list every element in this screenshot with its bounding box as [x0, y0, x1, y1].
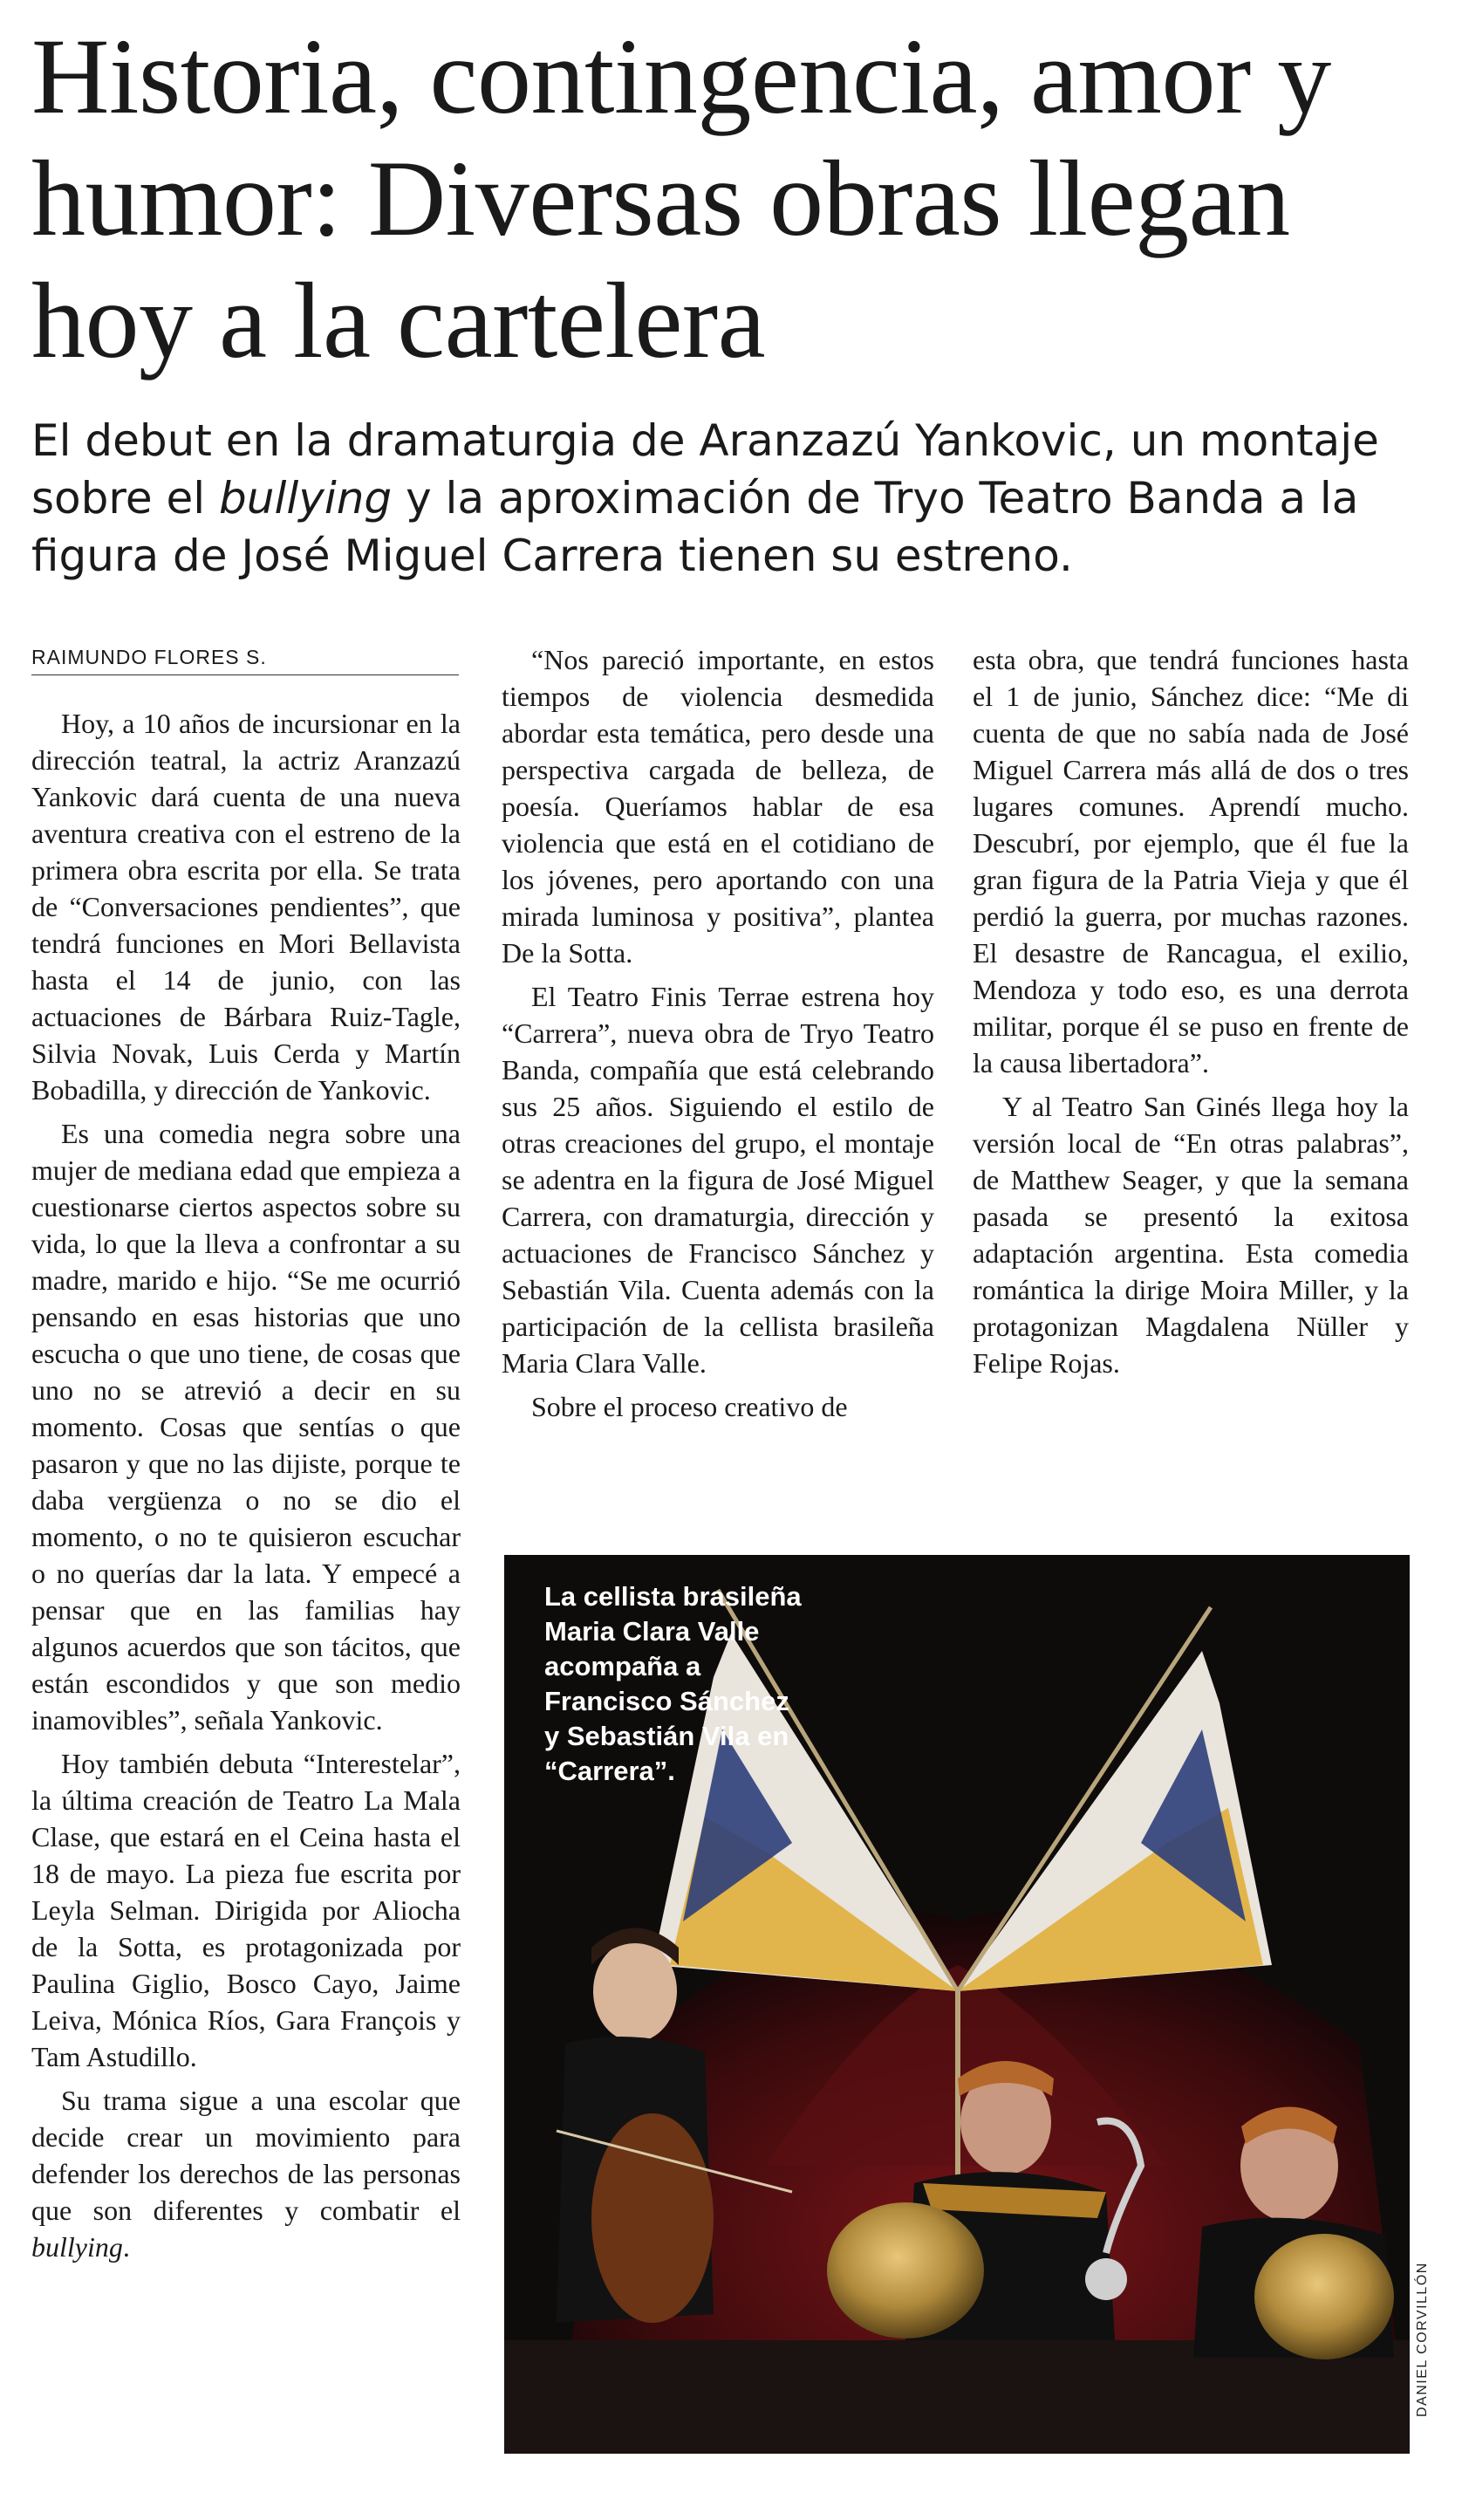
cellist-head: [593, 1941, 677, 2042]
paragraph: Sobre el proceso creativo de: [531, 1391, 848, 1422]
headline: Historia, contingencia, amor y humor: Diversas obras llegan hoy a la cartelera: [31, 17, 1331, 380]
article-column-3: [973, 641, 1409, 1388]
paragraph: [31, 2082, 461, 2265]
dek-part-1: El debut en la dramaturgia de Aranzazú Yankovic, un montaje sobre el: [31, 415, 1379, 524]
paragraph: Es una comedia negra sobre una mujer de mediana edad que empieza a cuestionarse ciertos aspectos sobre su vida, lo que la lleva a confrontar a su madre, marido e hijo. “Se me ocurrió pensando en esas historias que uno escucha o que uno tiene, de cosas que uno no se atrevió a decir en su momento. Cosas que sentías o que pasaron y que no las dijiste, porque te daba vergüenza o no se dio el momento, o no te quisieron escuchar o no querías dar la lata. Y empecé a pensar que en las familias hay algunos acuerdos que son tácitos, que están escondidos y que son medio inamovibles”, señala Yankovic.: [31, 1118, 461, 1736]
paragraph: “Nos pareció importante, en estos tiempos de violencia desmedida abordar esta temática, pero desde una perspectiva cargada de belleza, de poesía. Queríamos hablar de esa violencia que está en el cotidiano de los jóvenes, pero aportando con una mirada luminosa y positiva”, plantea De la Sotta.: [502, 644, 934, 969]
paragraph: Hoy también debuta “Interestelar”, la última creación de Teatro La Mala Clase, que estará en el Ceina hasta el 18 de mayo. La pieza fue escrita por Leyla Selman. Dirigida por Aliocha de la Sotta, es protagonizada por Paulina Giglio, Bosco Cayo, Jaime Leiva, Mónica Ríos, Gara François y Tam Astudillo.: [31, 1748, 461, 2072]
paragraph: Hoy, a 10 años de incursionar en la dirección teatral, la actriz Aranzazú Yankovic dará cuenta de una nueva aventura creativa con el estreno de la primera obra escrita por ella. Se trata de “Conversaciones pendientes”, que tendrá funciones en Mori Bellavista hasta el 14 de junio, con las actuaciones de Bárbara Ruiz-Tagle, Silvia Novak, Luis Cerda y Martín Bobadilla, y dirección de Yankovic.: [31, 708, 461, 1106]
photo-credit: DANIEL CORVILLÓN: [1415, 2262, 1430, 2417]
paragraph: Y al Teatro San Ginés llega hoy la versión local de “En otras palabras”, de Matthew Seager, y que la semana pasada se presentó la exitosa adaptación argentina. Esta comedia romántica la dirige Moira Miller, y la protagonizan Magdalena Nüller y Felipe Rojas.: [973, 1091, 1409, 1379]
dek-part-2: y la aproximación de Tryo Teatro Banda a la figura de José Miguel Carrera tienen su estreno.: [31, 473, 1359, 581]
cymbal-left-icon: [827, 2202, 984, 2339]
dek-italic: bullying: [219, 473, 393, 524]
paragraph-end: .: [122, 2231, 130, 2263]
photo-caption: La cellista brasileña Maria Clara Valle acompaña a Francisco Sánchez y Sebastián Vila en “Carrera”.: [544, 1581, 802, 1786]
article-column-2: [502, 641, 934, 1432]
stage-photo: [504, 1555, 1410, 2454]
article-column-1: [31, 705, 461, 2272]
paragraph-text: Su trama sigue a una escolar que decide crear un movimiento para defender los derechos de las personas que son diferentes y combatir el: [31, 2085, 461, 2226]
paragraph: El Teatro Finis Terrae estrena hoy “Carrera”, nueva obra de Tryo Teatro Banda, compañía que está celebrando sus 25 años. Siguiendo el estilo de otras creaciones del grupo, el montaje se adentra en la figura de José Miguel Carrera, con dramaturgia, dirección y actuaciones de Francisco Sánchez y Sebastián Vila. Cuenta además con la participación de la cellista brasileña Maria Clara Valle.: [502, 981, 934, 1379]
paragraph-italic: bullying: [31, 2231, 123, 2263]
cymbal-right-icon: [1254, 2234, 1394, 2359]
byline: RAIMUNDO FLORES S.: [31, 646, 459, 675]
subheadline: [31, 412, 1445, 585]
paragraph: esta obra, que tendrá funciones hasta el 1 de junio, Sánchez dice: “Me di cuenta de que no sabía nada de José Miguel Carrera más allá de dos o tres lugares comunes. Aprendí mucho. Descubrí, por ejemplo, que él fue la gran figura de la Patria Vieja y que él perdió la guerra, por muchas razones. El desastre de Rancagua, el exilio, Mendoza y todo eso, es una derrota militar, porque él se puso en frente de la causa libertadora”.: [973, 644, 1409, 1079]
